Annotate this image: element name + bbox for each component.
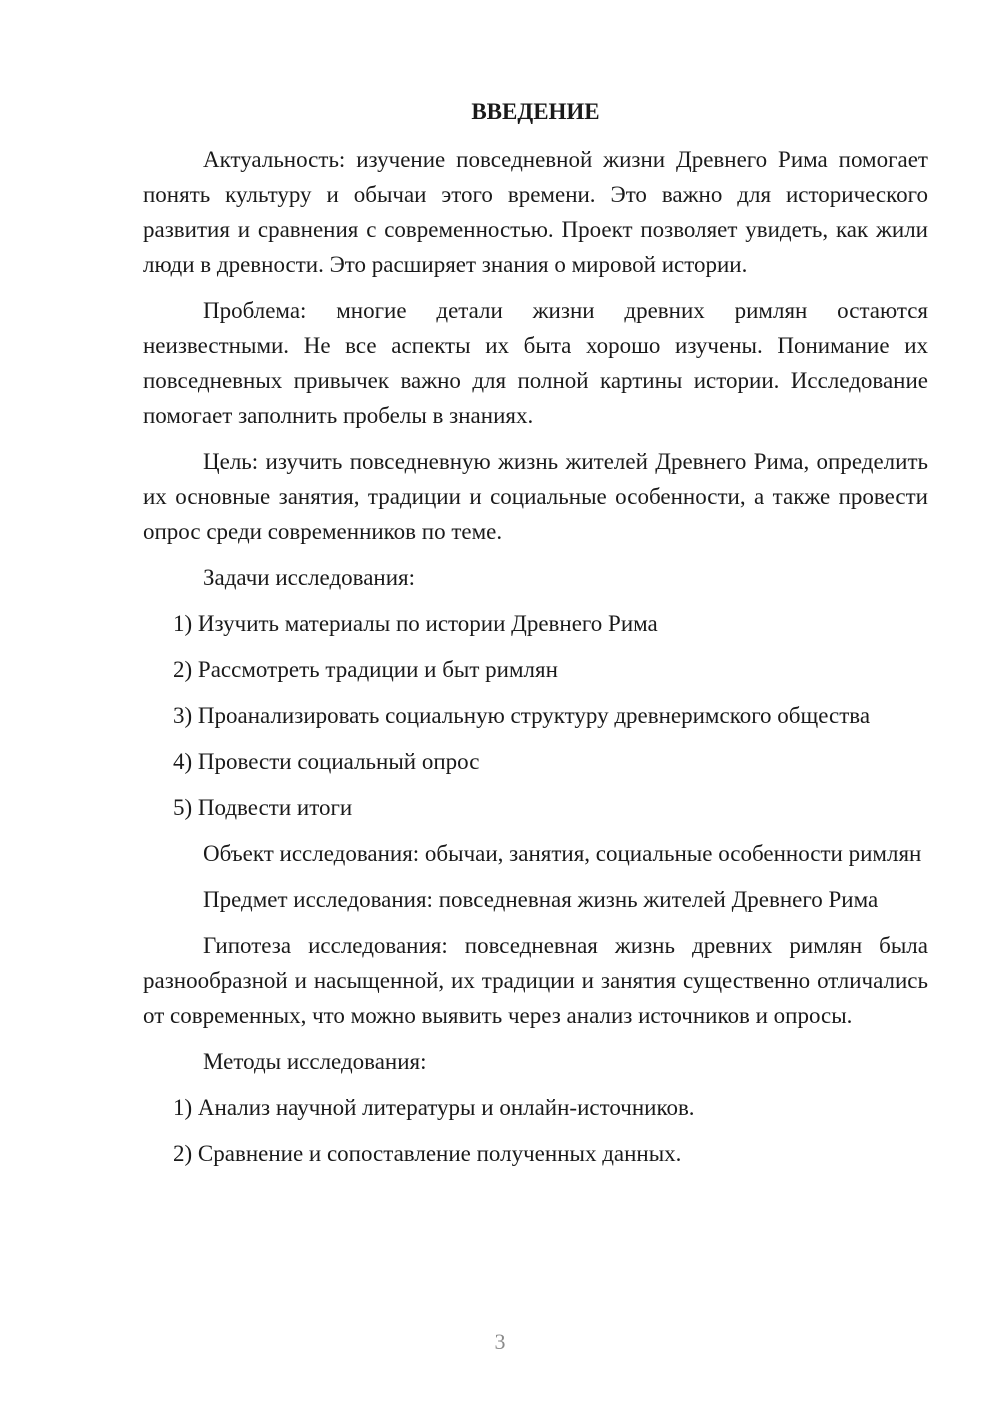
tasks-heading: Задачи исследования: [203,565,416,590]
section-title: ВВЕДЕНИЕ [471,99,600,124]
page-number: 3 [494,1329,506,1354]
object-paragraph: Объект исследования: обычаи, занятия, социальные особенности римлян [203,841,922,866]
task-item-1: 1) Изучить материалы по истории Древнего Рима [173,611,658,636]
methods-heading: Методы исследования: [203,1049,427,1074]
method-item-2: 2) Сравнение и сопоставление полученных данных. [173,1141,682,1166]
goal-paragraph: Цель: изучить повседневную жизнь жителей Древнего Рима, определить их основные занятия, традиции и социальные особенности, а также провести опрос среди современников по теме. [143,449,928,544]
task-item-5: 5) Подвести итоги [173,795,353,820]
hypothesis-paragraph: Гипотеза исследования: повседневная жизнь древних римлян была разнообразной и насыщенной, их традиции и занятия существенно отличались от современных, что можно выявить через анализ источников и опросы. [143,933,928,1028]
method-item-1: 1) Анализ научной литературы и онлайн-источников. [173,1095,695,1120]
task-item-2: 2) Рассмотреть традиции и быт римлян [173,657,558,682]
problem-paragraph: Проблема: многие детали жизни древних римлян остаются неизвестными. Не все аспекты их быта хорошо изучены. Понимание их повседневных привычек важно для полной картины истории. Исследование помогает заполнить пробелы в знаниях. [143,298,928,428]
subject-paragraph: Предмет исследования: повседневная жизнь жителей Древнего Рима [203,887,879,912]
relevance-paragraph: Актуальность: изучение повседневной жизни Древнего Рима помогает понять культуру и обычаи этого времени. Это важно для исторического развития и сравнения с современностью. Проект позволяет увидеть, как жили люди в древности. Это расширяет знания о мировой истории. [143,147,928,277]
document-page [143,94,928,1182]
task-item-4: 4) Провести социальный опрос [173,749,480,774]
task-item-3: 3) Проанализировать социальную структуру древнеримского общества [173,703,871,728]
